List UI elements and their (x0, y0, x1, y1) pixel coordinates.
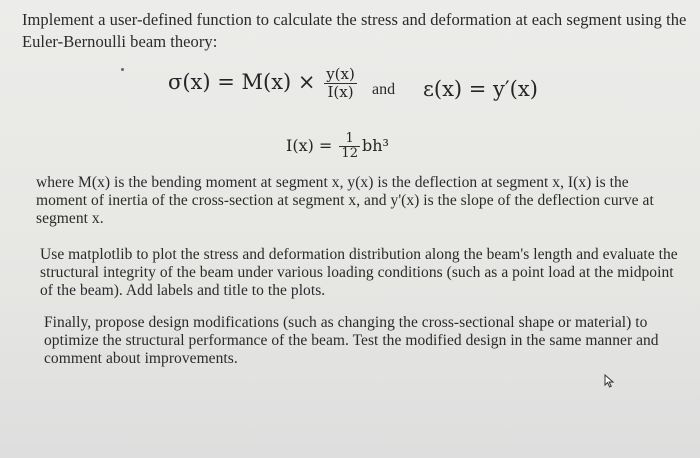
variable-definitions: where M(x) is the bending moment at segment x, y(x) is the deflection at segment x, I(x) is the moment of inertia of the cross-section at segment x, and y'(x) is the slope of the deflection curve at segment x. (36, 174, 654, 227)
intro-text: Implement a user-defined function to calculate the stress and deformation at each segment using the Euler-Bernoulli beam theory: (22, 10, 687, 51)
stress-fraction-denominator: I(x) (327, 83, 354, 101)
inertia-fraction (339, 132, 360, 161)
inertia-equation-rhs: bh³ (361, 136, 389, 155)
inertia-equation-lhs: I(x) = (286, 136, 333, 155)
equation-conjunction: and (372, 81, 396, 98)
stress-fraction (324, 66, 357, 101)
stress-equation-lhs: σ(x) = M(x) × (168, 70, 316, 94)
strain-equation: ε(x) = y′(x) (423, 77, 538, 101)
stress-fraction-numerator: y(x) (326, 65, 355, 83)
inertia-fraction-denominator: 12 (341, 146, 358, 161)
moment-of-inertia-equation (286, 132, 389, 161)
design-instructions: Finally, propose design modifications (such as changing the cross-sectional shape or material) to optimize the structural performance of the beam. Test the modified design in the same manner and comment about improvements. (44, 314, 659, 367)
speck-mark (121, 68, 124, 71)
inertia-fraction-numerator: 1 (339, 132, 360, 147)
mouse-pointer-icon (604, 374, 616, 388)
stress-equation (168, 66, 359, 101)
plot-instructions: Use matplotlib to plot the stress and deformation distribution along the beam's length and evaluate the structural integrity of the beam under various loading conditions (such as a point load at the midpoint of the beam). Add labels and title to the plots. (40, 246, 678, 299)
